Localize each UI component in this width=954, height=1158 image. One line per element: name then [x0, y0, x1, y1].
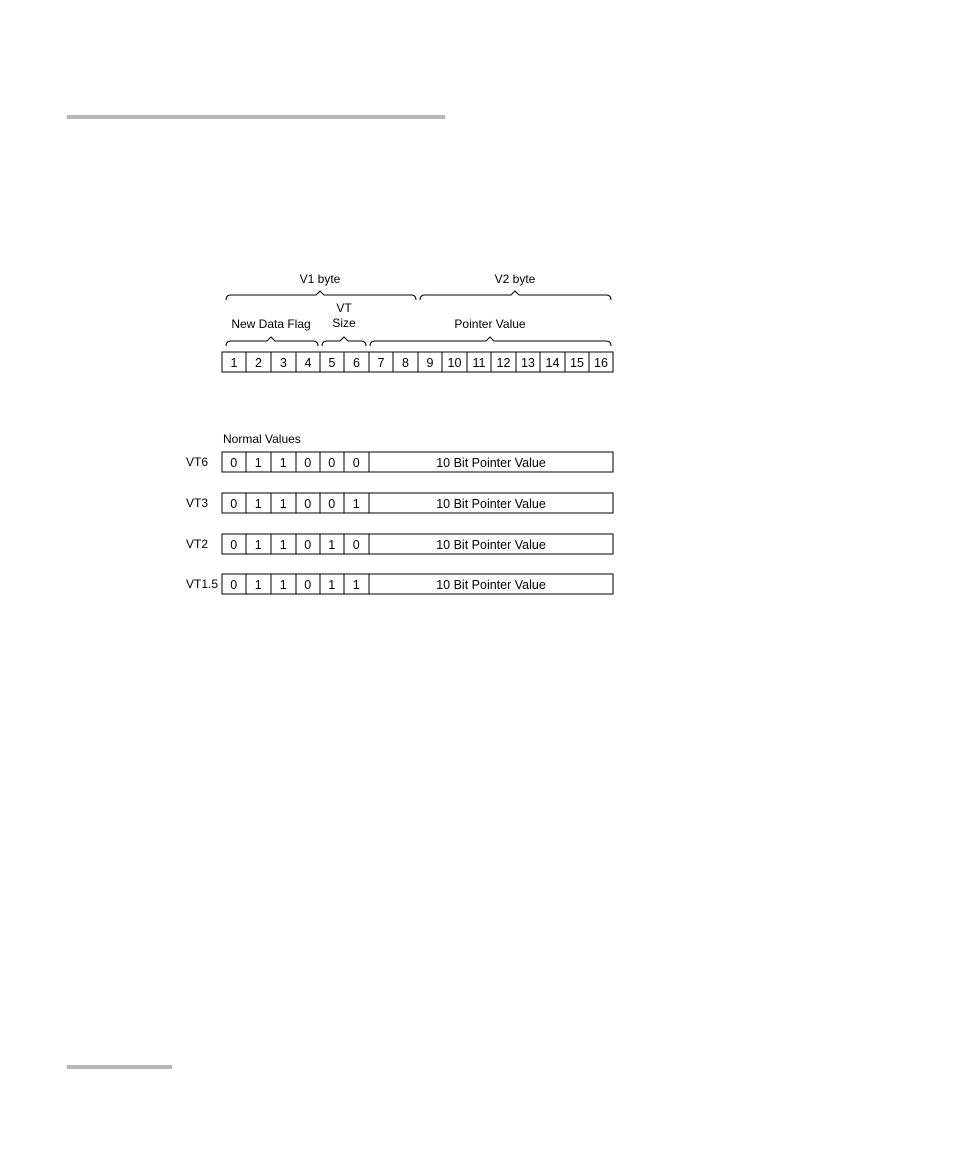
bit-number: 6 [353, 356, 360, 370]
pointer-value-cell: 10 Bit Pointer Value [436, 578, 546, 592]
v2-byte-label: V2 byte [494, 272, 536, 286]
bit-number: 2 [255, 356, 262, 370]
v2-byte-brace [420, 291, 611, 300]
vt-size-label-line1: VT [336, 301, 352, 315]
v1-byte-label: V1 byte [299, 272, 341, 286]
bit-value: 1 [279, 538, 288, 552]
value-row [186, 534, 613, 554]
bit-number: 10 [447, 356, 462, 370]
pointer-value-label: Pointer Value [454, 317, 526, 331]
bit-value: 1 [279, 578, 288, 592]
bit-value: 0 [230, 456, 238, 470]
value-row [186, 574, 613, 594]
normal-values-table [186, 452, 613, 594]
bit-value: 1 [279, 456, 288, 470]
bit-value: 1 [254, 497, 263, 511]
bit-number: 9 [426, 356, 434, 370]
bit-value: 0 [328, 456, 336, 470]
value-row [186, 452, 613, 472]
bit-number: 7 [377, 356, 385, 370]
bit-value: 0 [304, 497, 312, 511]
vt-size-label-line2: Size [332, 316, 356, 330]
row-name: VT6 [186, 455, 209, 469]
bit-value: 0 [230, 497, 238, 511]
bit-value: 0 [230, 578, 238, 592]
bit-value: 1 [352, 497, 361, 511]
bit-number: 8 [402, 356, 409, 370]
new-data-flag-label: New Data Flag [231, 317, 311, 331]
value-row [186, 493, 613, 513]
pointer-value-cell: 10 Bit Pointer Value [436, 456, 546, 470]
bit-value: 0 [352, 456, 361, 470]
new-data-flag-brace [226, 337, 318, 346]
bit-number-strip [222, 352, 613, 372]
v1-byte-brace [226, 291, 416, 300]
bit-value: 0 [304, 578, 312, 592]
row-name: VT3 [186, 496, 209, 510]
bit-number: 14 [545, 356, 560, 370]
bit-number: 1 [230, 356, 238, 370]
bit-number: 12 [496, 356, 511, 370]
bit-value: 1 [328, 538, 336, 552]
normal-values-title: Normal Values [223, 432, 301, 446]
bit-number: 15 [570, 356, 584, 370]
bit-number: 5 [328, 356, 336, 370]
bit-value: 0 [230, 538, 238, 552]
bit-number: 3 [280, 356, 287, 370]
bit-number: 13 [521, 356, 535, 370]
bit-value: 1 [254, 456, 263, 470]
bit-value: 1 [254, 578, 263, 592]
row-name: VT1.5 [186, 577, 219, 591]
bit-value: 1 [352, 578, 361, 592]
vt-size-brace [322, 337, 366, 346]
pointer-value-cell: 10 Bit Pointer Value [436, 538, 546, 552]
bit-value: 1 [279, 497, 288, 511]
bit-value: 0 [328, 497, 336, 511]
pointer-value-cell: 10 Bit Pointer Value [436, 497, 546, 511]
bit-value: 1 [254, 538, 263, 552]
bit-value: 1 [328, 578, 336, 592]
bit-value: 0 [304, 456, 312, 470]
pointer-value-brace [370, 337, 611, 346]
row-name: VT2 [186, 537, 209, 551]
bit-number: 16 [594, 356, 608, 370]
bit-number: 11 [472, 356, 486, 370]
bit-number: 4 [304, 356, 312, 370]
bit-value: 0 [304, 538, 312, 552]
bit-value: 0 [352, 538, 361, 552]
